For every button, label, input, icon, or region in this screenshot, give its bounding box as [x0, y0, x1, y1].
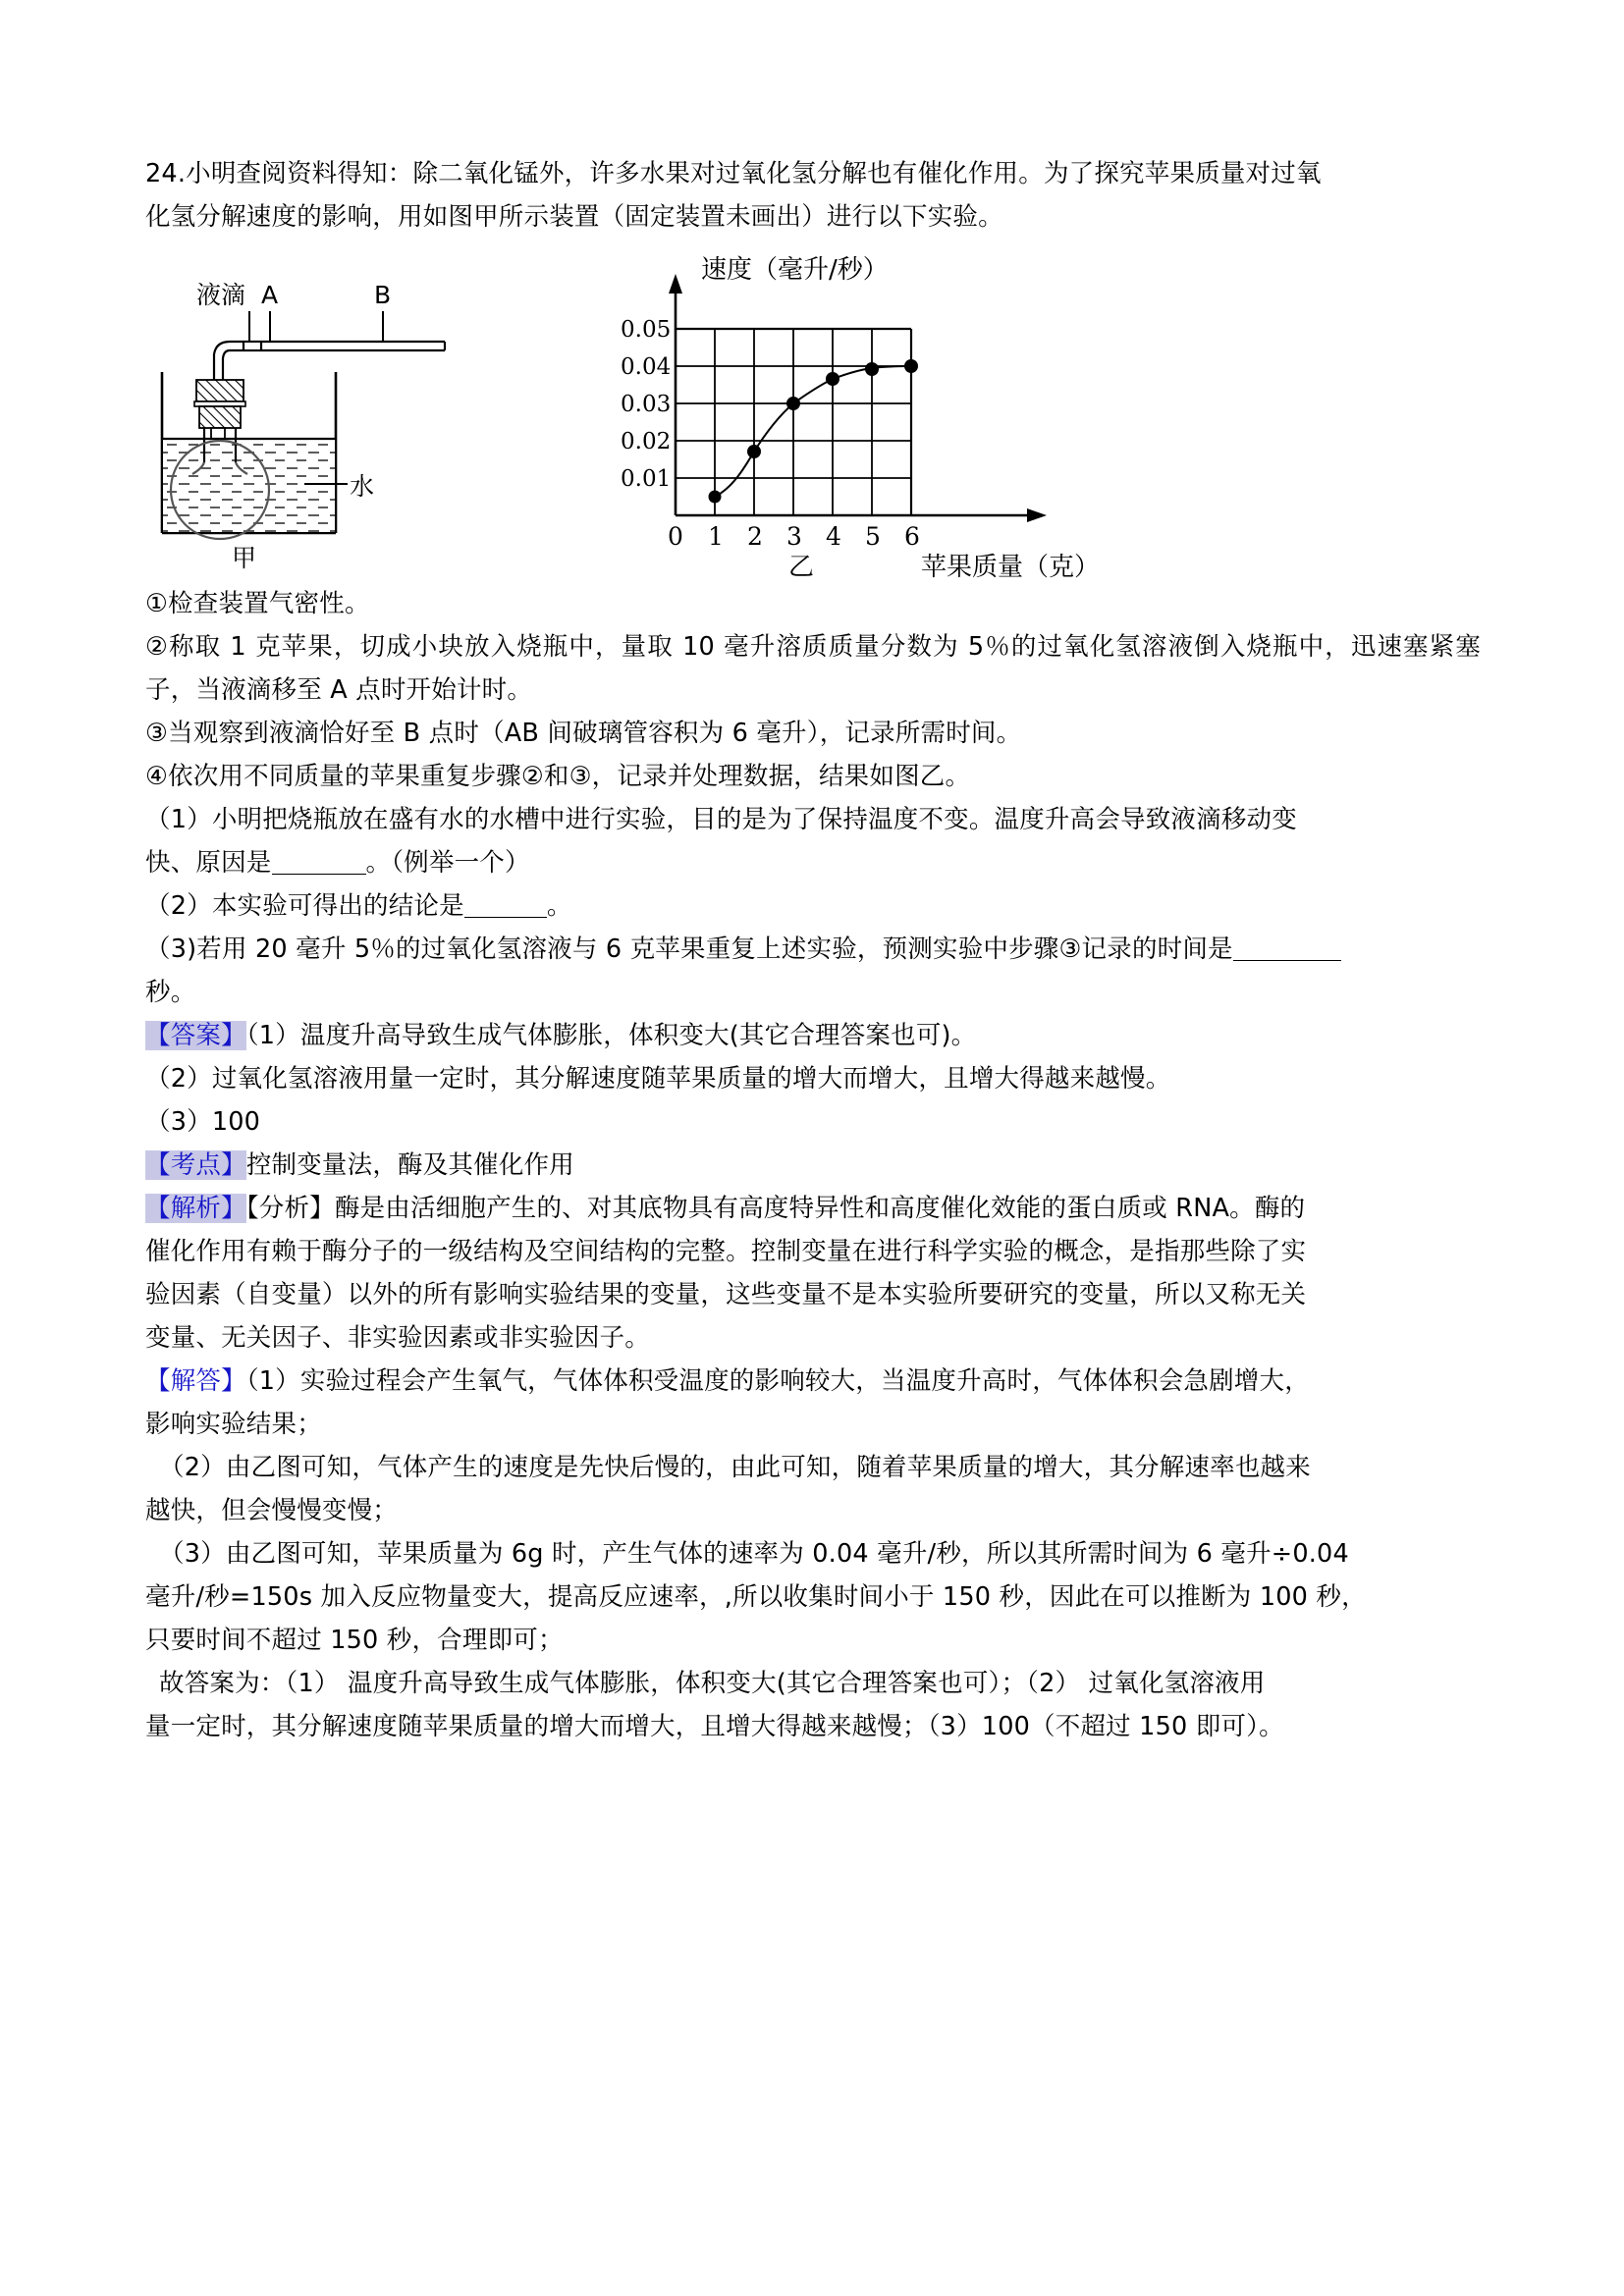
solution-final-line-1: 故答案为：（1） 温度升高导致生成气体膨胀，体积变大(其它合理答案也可）；（2） 过氧化氢溶液用	[159, 1669, 1266, 1698]
knowledge-point-line	[145, 1144, 1481, 1187]
chart-xtick-0: 0	[668, 522, 683, 551]
solution-line-1	[145, 1360, 1481, 1403]
solution-line-3: （2）由乙图可知，气体产生的速度是先快后慢的，由此可知，随着苹果质量的增大，其分解速率也越来	[159, 1453, 1311, 1482]
answer-line-1	[145, 1014, 1481, 1057]
chart-xtick-1: 1	[708, 522, 724, 551]
label-water: 水	[350, 472, 375, 501]
analysis-tag: 【解析】	[145, 1194, 246, 1223]
answer-line-2: （2）过氧化氢溶液用量一定时，其分解速度随苹果质量的增大而增大，且增大得越来越慢。	[145, 1064, 1171, 1094]
solution-tag: 【解答】	[145, 1366, 246, 1396]
chart-ytick-0.04: 0.04	[621, 354, 672, 380]
chart-yi	[607, 254, 1333, 582]
solution-line-6: 毫升/秒=150s 加入反应物量变大，提高反应速率，,所以收集时间小于 150 秒，因此在可以推断为 100 秒，	[145, 1582, 1367, 1612]
apparatus-diagram-jia	[155, 276, 577, 570]
chart-x-axis-title: 苹果质量（克）	[921, 553, 1101, 582]
solution-line-4: 越快，但会慢慢变慢；	[145, 1496, 399, 1525]
sub-question-1-line-1: （1）小明把烧瓶放在盛有水的水槽中进行实验，目的是为了保持温度不变。温度升高会导致液滴移动变	[145, 805, 1297, 834]
document-content	[145, 152, 1481, 1748]
solution-line-5: （3）由乙图可知，苹果质量为 6g 时，产生气体的速率为 0.04 毫升/秒，所以其所需时间为 6 毫升÷0.04	[159, 1539, 1349, 1569]
sub-question-3-cont: 秒。	[145, 978, 196, 1007]
chart-point-3	[786, 397, 800, 410]
q3-text-before-blank: （3)若用 20 毫升 5％的过氧化氢溶液与 6 克苹果重复上述实验，预测实验中步骤③记录的时间是	[145, 934, 1233, 964]
label-drop: 液滴	[196, 281, 246, 309]
label-point-b: B	[374, 281, 392, 309]
chart-ytick-0.05: 0.05	[621, 317, 672, 343]
analysis-line-3: 验因素（自变量）以外的所有影响实验结果的变量，这些变量不是本实验所要研究的变量，所以又称无关	[145, 1280, 1307, 1309]
answer-blank-2[interactable]	[464, 891, 547, 918]
chart-point-5	[865, 362, 879, 376]
q2-text-before-blank: （2）本实验可得出的结论是	[145, 891, 464, 921]
chart-xtick-4: 4	[826, 522, 841, 551]
q1-text-before-blank: 快、原因是	[145, 848, 272, 878]
solution-line-2: 影响实验结果；	[145, 1410, 322, 1439]
chart-ytick-0.03: 0.03	[621, 392, 672, 417]
step-1: ①检查装置气密性。	[145, 589, 370, 618]
chart-point-2	[747, 445, 761, 458]
chart-y-axis-title: 速度（毫升/秒）	[701, 255, 889, 285]
answer-tag: 【答案】	[145, 1021, 246, 1050]
analysis-sub-tag: 【分析】	[245, 1194, 335, 1223]
sub-question-2	[145, 884, 1481, 928]
step-3: ③当观察到液滴恰好至 B 点时（AB 间破璃管容积为 6 毫升），记录所需时间。	[145, 719, 1022, 748]
figure-a-caption: 甲	[232, 544, 257, 572]
chart-point-4	[826, 372, 839, 386]
figures-row	[145, 254, 1481, 582]
answer-blank-3[interactable]	[1233, 934, 1341, 961]
chart-point-1	[709, 491, 722, 504]
chart-xtick-2: 2	[747, 522, 763, 551]
knowledge-point-text: 控制变量法，酶及其催化作用	[245, 1150, 574, 1180]
q1-text-after-blank: 。（例举一个）	[365, 848, 530, 878]
solution-final-line-2: 量一定时，其分解速度随苹果质量的增大而增大，且增大得越来越慢；（3）100（不超过 150 即可）。	[145, 1712, 1284, 1741]
chart-xtick-6: 6	[904, 522, 920, 551]
chart-xtick-3: 3	[786, 522, 802, 551]
analysis-line-1	[145, 1187, 1481, 1230]
answer-blank-1[interactable]	[272, 848, 366, 875]
question-stem-line-2: 化氢分解速度的影响，用如图甲所示装置（固定装置未画出）进行以下实验。	[145, 202, 1003, 232]
sub-question-1-line-2	[145, 841, 1481, 884]
analysis-line-2: 催化作用有赖于酶分子的一级结构及空间结构的完整。控制变量在进行科学实验的概念，是指那些除了实	[145, 1237, 1307, 1266]
answer-1-text: （1）温度升高导致生成气体膨胀，体积变大(其它合理答案也可)。	[245, 1021, 977, 1050]
chart-xtick-5: 5	[865, 522, 881, 551]
chart-point-6	[904, 359, 918, 373]
q2-text-after-blank: 。	[546, 891, 572, 921]
sub-question-3	[145, 928, 1481, 971]
chart-ytick-0.01: 0.01	[621, 466, 672, 492]
analysis-text-1: 酶是由活细胞产生的、对其底物具有高度特异性和高度催化效能的蛋白质或 RNA。酶的	[334, 1194, 1306, 1223]
label-point-a: A	[261, 281, 279, 309]
chart-ytick-0.02: 0.02	[621, 429, 672, 454]
question-stem-line-1: 24.小明查阅资料得知：除二氧化锰外，许多水果对过氧化氢分解也有催化作用。为了探究苹果质量对过氧	[145, 159, 1322, 188]
figure-b-caption: 乙	[788, 553, 815, 582]
answer-line-3: （3）100	[145, 1107, 261, 1137]
solution-line-7: 只要时间不超过 150 秒，合理即可；	[145, 1626, 564, 1655]
knowledge-point-tag: 【考点】	[145, 1150, 246, 1180]
analysis-line-4: 变量、无关因子、非实验因素或非实验因子。	[145, 1323, 651, 1353]
solution-1-text-a: （1）实验过程会产生氧气，气体体积受温度的影响较大，当温度升高时，气体体积会急剧增大，	[245, 1366, 1310, 1396]
step-4: ④依次用不同质量的苹果重复步骤②和③，记录并处理数据，结果如图乙。	[145, 762, 971, 791]
step-2: ②称取 1 克苹果，切成小块放入烧瓶中，量取 10 毫升溶质质量分数为 5％的过氧化氢溶液倒入烧瓶中，迅速塞紧塞子，当液滴移至 A 点时开始计时。	[145, 632, 1481, 705]
